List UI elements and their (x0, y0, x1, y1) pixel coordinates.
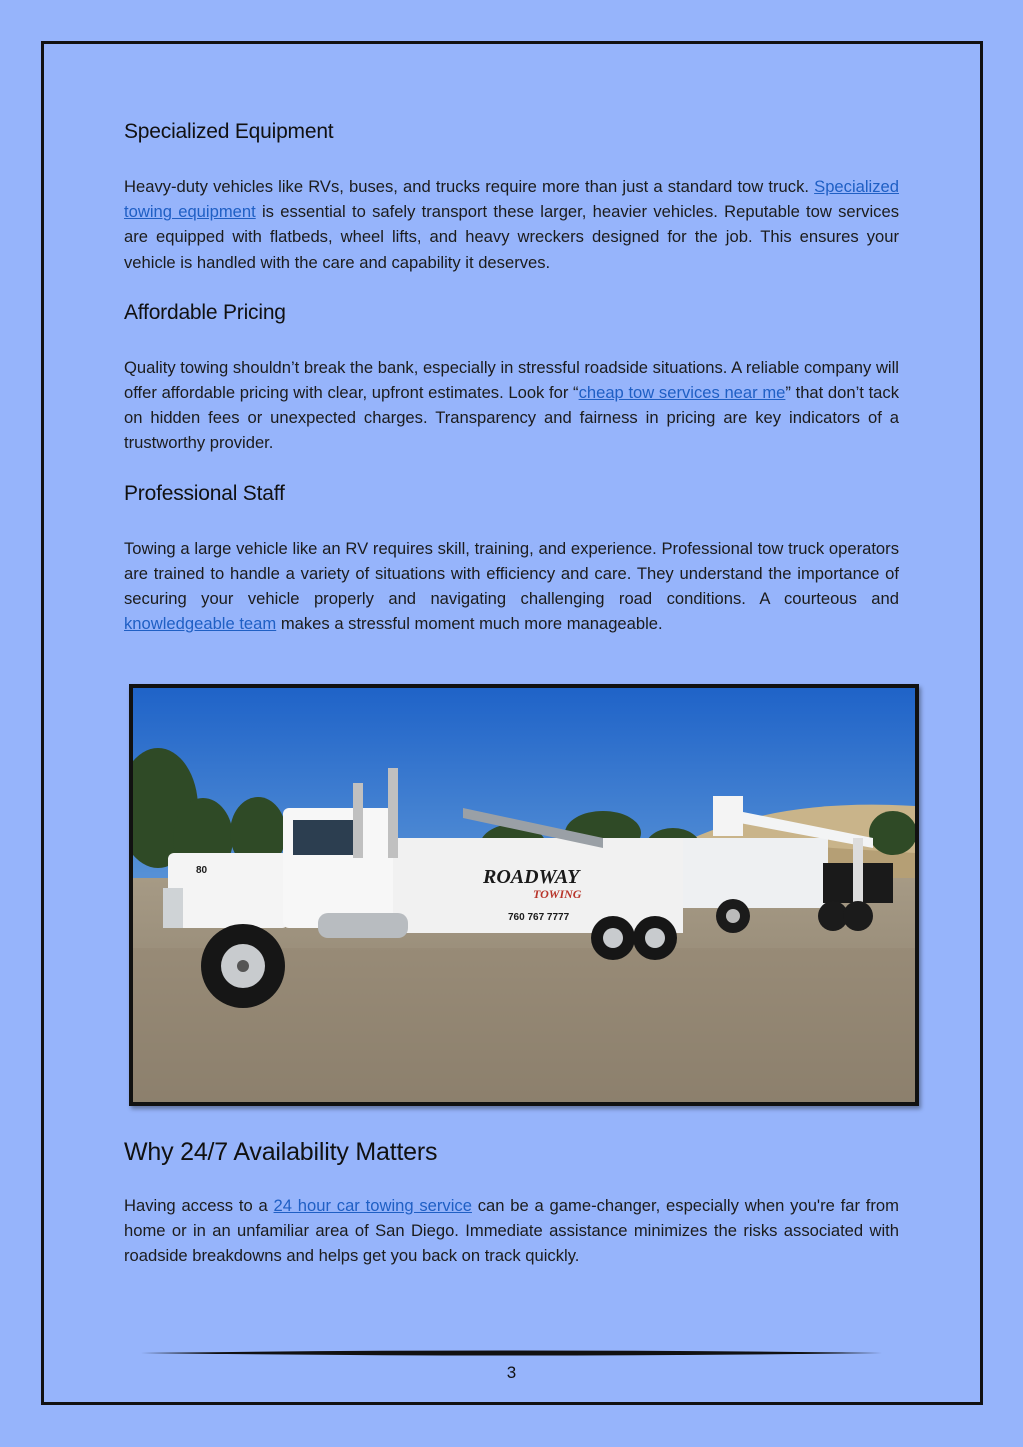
availability-section (124, 1138, 899, 1269)
truck-phone-text: 760 767 7777 (508, 912, 570, 923)
truck-brand-sub-text: TOWING (533, 887, 582, 901)
page-content (124, 120, 899, 636)
truck-brand-text: ROADWAY (483, 866, 580, 888)
paragraph-professional-staff (124, 536, 899, 637)
heading-availability: Why 24/7 Availability Matters (124, 1138, 438, 1166)
paragraph-text: Towing a large vehicle like an RV requires skill, training, and experience. Professional tow truck operators are trained to handle a variety of situations with efficiency and care. They understand the importance of securing your vehicle properly and navigating challenging road conditions. A courteous and (124, 538, 899, 609)
link-knowledgeable-team[interactable]: knowledgeable team (124, 614, 277, 634)
link-24-hour-towing[interactable]: 24 hour car towing service (273, 1196, 472, 1215)
footer-divider (141, 1348, 882, 1358)
tow-trucks-illustration (133, 688, 915, 1102)
paragraph-text: is essential to safely transport these larger, heavier vehicles. Reputable tow services are equipped with flatbeds, wheel lifts, and heavy wreckers designed for the job. This ensures your vehicle is handled with the care and capability it deserves. (124, 202, 899, 272)
link-cheap-tow-services[interactable]: cheap tow services near me (578, 383, 786, 403)
heading-specialized-equipment: Specialized Equipment (124, 120, 334, 143)
paragraph-text: Heavy-duty vehicles like RVs, buses, and trucks require more than just a standard tow truck. (124, 177, 815, 196)
paragraph-availability (124, 1193, 899, 1269)
paragraph-text: makes a stressful moment much more manageable. (276, 614, 663, 634)
page-number: 3 (506, 1363, 517, 1382)
paragraph-text: Having access to a (124, 1196, 274, 1215)
paragraph-text: ” that don’t tack on hidden fees or unexpected charges. Transparency and fairness in pricing are key indicators of a trustworthy provider. (124, 383, 899, 453)
paragraph-text: can be a game-changer, especially when you're far from home or in an unfamiliar area of San Diego. Immediate assistance minimizes the risks associated with roadside breakdowns and helps get you back on track quickly. (124, 1196, 899, 1266)
link-specialized-towing-equipment[interactable]: Specialized towing equipment (124, 177, 899, 222)
paragraph-text: Quality towing shouldn’t break the bank, especially in stressful roadside situations. A reliable company will offer affordable pricing with clear, upfront estimates. Look for “ (124, 357, 899, 403)
heading-affordable-pricing: Affordable Pricing (124, 300, 286, 324)
paragraph-affordable-pricing (124, 355, 899, 456)
truck-unit-number: 80 (196, 865, 208, 876)
tow-trucks-photo (129, 684, 919, 1106)
paragraph-specialized-equipment (124, 174, 899, 275)
heading-professional-staff: Professional Staff (124, 481, 285, 505)
